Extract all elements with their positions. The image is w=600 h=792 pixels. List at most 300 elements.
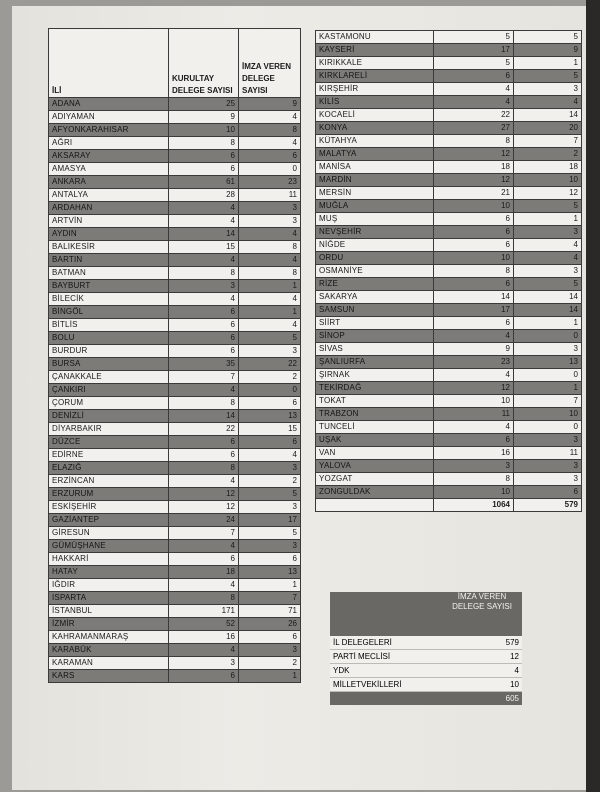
kurultay-count: 14 xyxy=(434,291,514,304)
imza-count: 7 xyxy=(239,592,301,605)
table-row xyxy=(316,96,582,109)
province-name: AKSARAY xyxy=(49,150,169,163)
imza-count: 5 xyxy=(514,70,582,83)
imza-count: 3 xyxy=(239,644,301,657)
imza-count: 14 xyxy=(514,304,582,317)
totals-row xyxy=(316,499,582,512)
province-name: NEVŞEHİR xyxy=(316,226,434,239)
imza-count: 4 xyxy=(239,293,301,306)
imza-count: 2 xyxy=(514,148,582,161)
province-name: BARTIN xyxy=(49,254,169,267)
table-row xyxy=(49,267,301,280)
kurultay-count: 4 xyxy=(169,644,239,657)
province-name: GÜMÜŞHANE xyxy=(49,540,169,553)
province-name: MUŞ xyxy=(316,213,434,226)
kurultay-count: 52 xyxy=(169,618,239,631)
table-row xyxy=(49,319,301,332)
province-name: ÇANAKKALE xyxy=(49,371,169,384)
binder-edge xyxy=(586,0,600,792)
kurultay-count: 6 xyxy=(169,163,239,176)
imza-count: 0 xyxy=(514,330,582,343)
imza-count: 23 xyxy=(239,176,301,189)
table-row xyxy=(316,265,582,278)
table-row xyxy=(49,215,301,228)
kurultay-count: 6 xyxy=(434,239,514,252)
province-name: YALOVA xyxy=(316,460,434,473)
table-row xyxy=(316,291,582,304)
province-name: MUĞLA xyxy=(316,200,434,213)
table-row xyxy=(316,473,582,486)
province-name: YOZGAT xyxy=(316,473,434,486)
kurultay-count: 12 xyxy=(434,174,514,187)
kurultay-count: 4 xyxy=(169,202,239,215)
province-name: KAHRAMANMARAŞ xyxy=(49,631,169,644)
kurultay-count: 4 xyxy=(169,540,239,553)
summary-row xyxy=(330,664,522,678)
table-row xyxy=(316,200,582,213)
kurultay-count: 8 xyxy=(434,135,514,148)
province-name: KÜTAHYA xyxy=(316,135,434,148)
kurultay-count: 6 xyxy=(169,345,239,358)
province-name: MERSİN xyxy=(316,187,434,200)
province-name: KIRIKKALE xyxy=(316,57,434,70)
province-name: KONYA xyxy=(316,122,434,135)
table-row xyxy=(49,397,301,410)
kurultay-count: 3 xyxy=(169,280,239,293)
kurultay-count: 4 xyxy=(169,254,239,267)
imza-count: 4 xyxy=(239,137,301,150)
province-name: KARS xyxy=(49,670,169,683)
imza-count: 13 xyxy=(514,356,582,369)
table-row xyxy=(49,566,301,579)
kurultay-count: 6 xyxy=(434,226,514,239)
kurultay-count: 8 xyxy=(434,265,514,278)
table-row xyxy=(316,57,582,70)
province-name: SİVAS xyxy=(316,343,434,356)
table-row xyxy=(49,501,301,514)
table-row xyxy=(316,278,582,291)
kurultay-count: 4 xyxy=(434,369,514,382)
table-row xyxy=(49,410,301,423)
imza-count: 20 xyxy=(514,122,582,135)
province-name: MANİSA xyxy=(316,161,434,174)
summary-value: 10 xyxy=(442,678,522,692)
table-row xyxy=(49,605,301,618)
totals-label-blank xyxy=(316,499,434,512)
kurultay-count: 8 xyxy=(169,592,239,605)
imza-count: 7 xyxy=(514,135,582,148)
province-name: KAYSERİ xyxy=(316,44,434,57)
kurultay-count: 4 xyxy=(169,579,239,592)
summary-value: 4 xyxy=(442,664,522,678)
table-row xyxy=(49,423,301,436)
kurultay-count: 8 xyxy=(434,473,514,486)
kurultay-count: 171 xyxy=(169,605,239,618)
table-row xyxy=(49,488,301,501)
kurultay-count: 4 xyxy=(434,421,514,434)
imza-count: 5 xyxy=(239,332,301,345)
province-name: BALIKESİR xyxy=(49,241,169,254)
table-row xyxy=(49,228,301,241)
province-name: ANTALYA xyxy=(49,189,169,202)
kurultay-count: 9 xyxy=(169,111,239,124)
table-row xyxy=(316,434,582,447)
kurultay-count: 4 xyxy=(169,293,239,306)
province-name: ISPARTA xyxy=(49,592,169,605)
imza-count: 5 xyxy=(514,200,582,213)
province-name: SAKARYA xyxy=(316,291,434,304)
province-name: HATAY xyxy=(49,566,169,579)
province-name: KIRKLARELİ xyxy=(316,70,434,83)
summary-value: 579 xyxy=(442,636,522,650)
summary-label: YDK xyxy=(330,664,442,678)
table-row xyxy=(49,553,301,566)
summary-total: 605 xyxy=(442,692,522,706)
summary-row xyxy=(330,678,522,692)
kurultay-count: 35 xyxy=(169,358,239,371)
kurultay-count: 7 xyxy=(169,527,239,540)
kurultay-count: 6 xyxy=(169,319,239,332)
province-name: TUNCELİ xyxy=(316,421,434,434)
province-name: ERZİNCAN xyxy=(49,475,169,488)
imza-count: 1 xyxy=(514,317,582,330)
imza-count: 8 xyxy=(239,124,301,137)
imza-count: 14 xyxy=(514,109,582,122)
table-row xyxy=(316,213,582,226)
province-name: UŞAK xyxy=(316,434,434,447)
table-row xyxy=(49,345,301,358)
imza-count: 3 xyxy=(239,345,301,358)
province-name: MARDİN xyxy=(316,174,434,187)
kurultay-count: 10 xyxy=(434,252,514,265)
kurultay-count: 3 xyxy=(169,657,239,670)
table-row xyxy=(316,148,582,161)
imza-count: 4 xyxy=(239,449,301,462)
kurultay-count: 4 xyxy=(434,96,514,109)
imza-count: 6 xyxy=(239,150,301,163)
province-name: MALATYA xyxy=(316,148,434,161)
province-name: GİRESUN xyxy=(49,527,169,540)
province-name: SİİRT xyxy=(316,317,434,330)
imza-count: 2 xyxy=(239,475,301,488)
province-name: ZONGULDAK xyxy=(316,486,434,499)
delegate-table-left xyxy=(48,28,301,683)
province-name: RİZE xyxy=(316,278,434,291)
province-name: BURDUR xyxy=(49,345,169,358)
imza-count: 4 xyxy=(514,96,582,109)
province-name: KASTAMONU xyxy=(316,31,434,44)
kurultay-count: 14 xyxy=(169,410,239,423)
province-name: NİĞDE xyxy=(316,239,434,252)
kurultay-count: 10 xyxy=(434,486,514,499)
table-row xyxy=(49,137,301,150)
table-row xyxy=(49,475,301,488)
kurultay-count: 4 xyxy=(169,475,239,488)
kurultay-count: 12 xyxy=(169,488,239,501)
kurultay-count: 6 xyxy=(169,553,239,566)
kurultay-count: 6 xyxy=(169,436,239,449)
table-row xyxy=(49,514,301,527)
table-row xyxy=(49,618,301,631)
province-name: BOLU xyxy=(49,332,169,345)
kurultay-count: 22 xyxy=(434,109,514,122)
kurultay-count: 4 xyxy=(169,384,239,397)
kurultay-count: 16 xyxy=(169,631,239,644)
kurultay-count: 8 xyxy=(169,137,239,150)
kurultay-count: 7 xyxy=(169,371,239,384)
province-name: BURSA xyxy=(49,358,169,371)
imza-count: 3 xyxy=(514,226,582,239)
province-name: ÇORUM xyxy=(49,397,169,410)
imza-count: 9 xyxy=(514,44,582,57)
table-row xyxy=(316,161,582,174)
province-name: EDİRNE xyxy=(49,449,169,462)
imza-count: 2 xyxy=(239,657,301,670)
table-row xyxy=(316,174,582,187)
imza-count: 1 xyxy=(514,57,582,70)
table-row xyxy=(316,395,582,408)
kurultay-count: 24 xyxy=(169,514,239,527)
kurultay-count: 6 xyxy=(169,332,239,345)
table-row xyxy=(316,83,582,96)
imza-count: 14 xyxy=(514,291,582,304)
table-row xyxy=(49,293,301,306)
table-row xyxy=(316,421,582,434)
kurultay-count: 4 xyxy=(434,330,514,343)
imza-count: 3 xyxy=(514,473,582,486)
province-name: KİLİS xyxy=(316,96,434,109)
delegate-table-right xyxy=(315,30,582,512)
summary-label: PARTİ MECLİSİ xyxy=(330,650,442,664)
imza-count: 13 xyxy=(239,410,301,423)
kurultay-count: 18 xyxy=(434,161,514,174)
imza-count: 3 xyxy=(239,215,301,228)
imza-count: 0 xyxy=(239,163,301,176)
summary-row xyxy=(330,650,522,664)
imza-count: 3 xyxy=(239,501,301,514)
imza-count: 5 xyxy=(239,488,301,501)
table-row xyxy=(49,111,301,124)
imza-count: 4 xyxy=(514,239,582,252)
imza-count: 3 xyxy=(514,434,582,447)
kurultay-count: 6 xyxy=(434,278,514,291)
kurultay-count: 8 xyxy=(169,267,239,280)
province-name: KIRŞEHİR xyxy=(316,83,434,96)
imza-count: 1 xyxy=(239,280,301,293)
kurultay-count: 10 xyxy=(169,124,239,137)
province-name: TOKAT xyxy=(316,395,434,408)
kurultay-count: 6 xyxy=(169,670,239,683)
kurultay-count: 18 xyxy=(169,566,239,579)
summary-row xyxy=(330,636,522,650)
table-row xyxy=(316,44,582,57)
table-row xyxy=(49,670,301,683)
imza-count: 4 xyxy=(514,252,582,265)
imza-count: 1 xyxy=(514,382,582,395)
table-row xyxy=(316,187,582,200)
imza-count: 11 xyxy=(514,447,582,460)
imza-count: 26 xyxy=(239,618,301,631)
province-name: ŞIRNAK xyxy=(316,369,434,382)
table-row xyxy=(316,447,582,460)
imza-count: 18 xyxy=(514,161,582,174)
kurultay-count: 6 xyxy=(169,306,239,319)
table-row xyxy=(49,462,301,475)
imza-count: 10 xyxy=(514,408,582,421)
province-name: AĞRI xyxy=(49,137,169,150)
table-header-row xyxy=(49,29,301,98)
province-name: OSMANİYE xyxy=(316,265,434,278)
imza-count: 13 xyxy=(239,566,301,579)
province-name: VAN xyxy=(316,447,434,460)
province-name: SAMSUN xyxy=(316,304,434,317)
province-name: IĞDIR xyxy=(49,579,169,592)
table-row xyxy=(316,109,582,122)
table-row xyxy=(49,98,301,111)
province-name: ADIYAMAN xyxy=(49,111,169,124)
kurultay-count: 8 xyxy=(169,462,239,475)
summary-header-blank xyxy=(330,592,442,636)
imza-count: 1 xyxy=(239,306,301,319)
kurultay-count: 9 xyxy=(434,343,514,356)
table-row xyxy=(316,70,582,83)
summary-header-row xyxy=(330,592,522,636)
province-name: İZMİR xyxy=(49,618,169,631)
imza-count: 3 xyxy=(514,343,582,356)
kurultay-total: 1064 xyxy=(434,499,514,512)
table-row xyxy=(316,369,582,382)
imza-count: 7 xyxy=(514,395,582,408)
province-name: ESKİŞEHİR xyxy=(49,501,169,514)
imza-count: 3 xyxy=(239,462,301,475)
imza-count: 0 xyxy=(239,384,301,397)
kurultay-count: 12 xyxy=(434,382,514,395)
table-row xyxy=(316,239,582,252)
province-name: BİTLİS xyxy=(49,319,169,332)
kurultay-count: 8 xyxy=(169,397,239,410)
imza-count: 4 xyxy=(239,254,301,267)
imza-count: 8 xyxy=(239,267,301,280)
imza-count: 5 xyxy=(239,527,301,540)
kurultay-count: 12 xyxy=(169,501,239,514)
kurultay-count: 10 xyxy=(434,395,514,408)
imza-count: 4 xyxy=(239,111,301,124)
province-name: İSTANBUL xyxy=(49,605,169,618)
table-row xyxy=(49,384,301,397)
table-row xyxy=(49,436,301,449)
table-row xyxy=(49,241,301,254)
imza-count: 1 xyxy=(239,579,301,592)
province-name: ADANA xyxy=(49,98,169,111)
imza-count: 4 xyxy=(239,319,301,332)
kurultay-count: 6 xyxy=(434,70,514,83)
summary-table xyxy=(330,592,522,705)
table-row xyxy=(316,135,582,148)
summary-total-row xyxy=(330,692,522,706)
province-name: KARABÜK xyxy=(49,644,169,657)
table-row xyxy=(316,343,582,356)
kurultay-count: 5 xyxy=(434,31,514,44)
table-row xyxy=(49,449,301,462)
imza-count: 71 xyxy=(239,605,301,618)
province-name: DİYARBAKIR xyxy=(49,423,169,436)
imza-count: 11 xyxy=(239,189,301,202)
table-row xyxy=(49,371,301,384)
kurultay-count: 3 xyxy=(434,460,514,473)
table-row xyxy=(316,122,582,135)
imza-count: 3 xyxy=(514,460,582,473)
table-row xyxy=(49,579,301,592)
kurultay-count: 6 xyxy=(169,449,239,462)
imza-count: 4 xyxy=(239,228,301,241)
imza-count: 6 xyxy=(239,436,301,449)
imza-count: 10 xyxy=(514,174,582,187)
province-name: HAKKARİ xyxy=(49,553,169,566)
table-row xyxy=(49,202,301,215)
province-name: DÜZCE xyxy=(49,436,169,449)
table-row xyxy=(49,644,301,657)
imza-count: 3 xyxy=(514,83,582,96)
kurultay-count: 4 xyxy=(169,215,239,228)
imza-count: 9 xyxy=(239,98,301,111)
table-row xyxy=(316,486,582,499)
kurultay-count: 21 xyxy=(434,187,514,200)
imza-count: 15 xyxy=(239,423,301,436)
imza-count: 3 xyxy=(514,265,582,278)
province-name: AFYONKARAHISAR xyxy=(49,124,169,137)
province-name: ÇANKIRI xyxy=(49,384,169,397)
table-row xyxy=(49,527,301,540)
kurultay-count: 5 xyxy=(434,57,514,70)
province-header: İLİ xyxy=(49,29,169,98)
kurultay-count: 4 xyxy=(434,83,514,96)
province-name: TRABZON xyxy=(316,408,434,421)
kurultay-count: 23 xyxy=(434,356,514,369)
table-row xyxy=(49,358,301,371)
kurultay-count: 17 xyxy=(434,44,514,57)
summary-label: İL DELEGELERİ xyxy=(330,636,442,650)
kurultay-count: 14 xyxy=(169,228,239,241)
imza-count: 6 xyxy=(239,631,301,644)
imza-count: 12 xyxy=(514,187,582,200)
imza-count: 5 xyxy=(514,278,582,291)
imza-count: 3 xyxy=(239,540,301,553)
table-row xyxy=(49,592,301,605)
table-row xyxy=(49,657,301,670)
table-row xyxy=(316,330,582,343)
summary-label: MİLLETVEKİLLERİ xyxy=(330,678,442,692)
province-name: ARTVİN xyxy=(49,215,169,228)
table-row xyxy=(49,124,301,137)
kurultay-count: 6 xyxy=(169,150,239,163)
table-row xyxy=(49,332,301,345)
province-name: GAZİANTEP xyxy=(49,514,169,527)
table-row xyxy=(49,540,301,553)
kurultay-header: KURULTAY DELEGE SAYISI xyxy=(169,29,239,98)
summary-total-blank xyxy=(330,692,442,706)
kurultay-count: 11 xyxy=(434,408,514,421)
table-row xyxy=(316,252,582,265)
table-row xyxy=(316,460,582,473)
province-name: ŞANLIURFA xyxy=(316,356,434,369)
imza-count: 1 xyxy=(514,213,582,226)
table-row xyxy=(316,382,582,395)
imza-count: 22 xyxy=(239,358,301,371)
province-name: BATMAN xyxy=(49,267,169,280)
province-name: BİNGÖL xyxy=(49,306,169,319)
summary-header: İMZA VEREN DELEGE SAYISI xyxy=(442,592,522,636)
imza-count: 5 xyxy=(514,31,582,44)
